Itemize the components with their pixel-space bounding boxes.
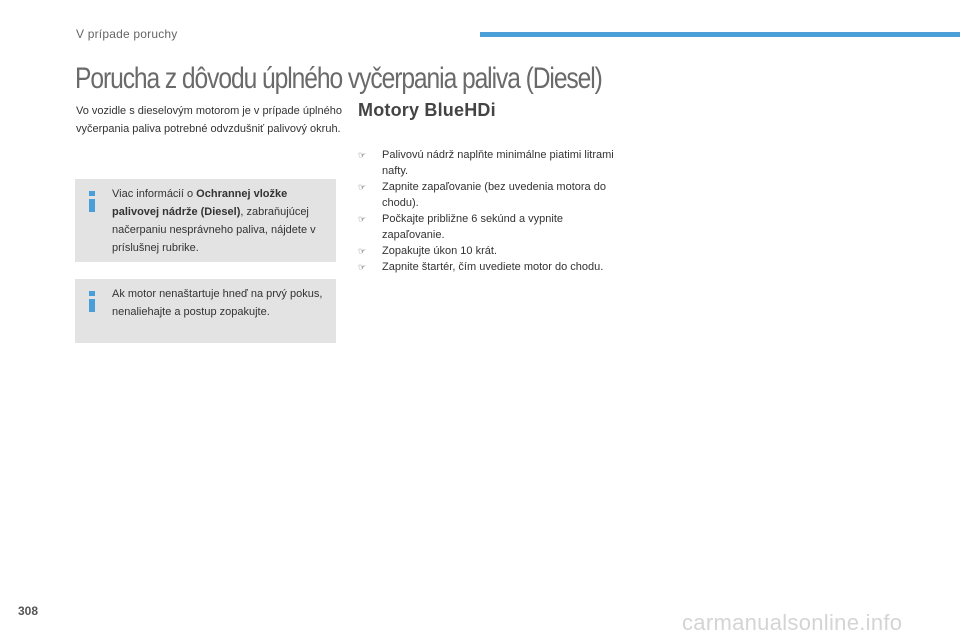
step-text: Zapnite štartér, čím uvediete motor do chodu.	[382, 261, 604, 273]
arrow-right-icon: ☞	[358, 182, 367, 192]
info-box-fuel-insert	[75, 179, 336, 262]
intro-paragraph: Vo vozidle s dieselovým motorom je v prípade úplného vyčerpania paliva potrebné odvzdušniť palivový okruh.	[76, 105, 342, 135]
section-label: V prípade poruchy	[76, 27, 178, 41]
steps-list	[358, 147, 623, 275]
info-text-before: Viac informácií o	[112, 188, 197, 200]
arrow-right-icon: ☞	[358, 262, 367, 272]
list-item	[358, 179, 623, 211]
info-box-text	[112, 185, 334, 257]
watermark: carmanualsonline.info	[682, 610, 903, 635]
list-item	[358, 259, 623, 275]
info-icon	[88, 291, 96, 312]
step-text: Zapnite zapaľovanie (bez uvedenia motora do chodu).	[382, 181, 606, 209]
step-text: Počkajte približne 6 sekúnd a vypnite zapaľovanie.	[382, 213, 563, 241]
info-icon	[88, 191, 96, 212]
step-text: Palivovú nádrž naplňte minimálne piatimi litrami nafty.	[382, 149, 614, 177]
arrow-right-icon: ☞	[358, 246, 367, 256]
page-number: 308	[18, 604, 39, 618]
step-text: Zopakujte úkon 10 krát.	[382, 245, 497, 257]
page-title: Porucha z dôvodu úplného vyčerpania paliva (Diesel)	[75, 62, 602, 95]
section-heading: Motory BlueHDi	[358, 100, 496, 120]
info-text-after: , zabraňujúcej načerpaniu nesprávneho paliva, nájdete v príslušnej rubrike.	[112, 206, 316, 254]
info-box-retry	[75, 279, 336, 343]
list-item	[358, 211, 623, 243]
arrow-right-icon: ☞	[358, 214, 367, 224]
header-accent-bar	[480, 32, 960, 37]
info-box-text: Ak motor nenaštartuje hneď na prvý pokus, nenaliehajte a postup zopakujte.	[112, 288, 323, 318]
list-item	[358, 243, 623, 259]
list-item	[358, 147, 623, 179]
info-text-bold: Ochrannej vložke palivovej nádrže (Diesel)	[112, 188, 288, 218]
arrow-right-icon: ☞	[358, 150, 367, 160]
